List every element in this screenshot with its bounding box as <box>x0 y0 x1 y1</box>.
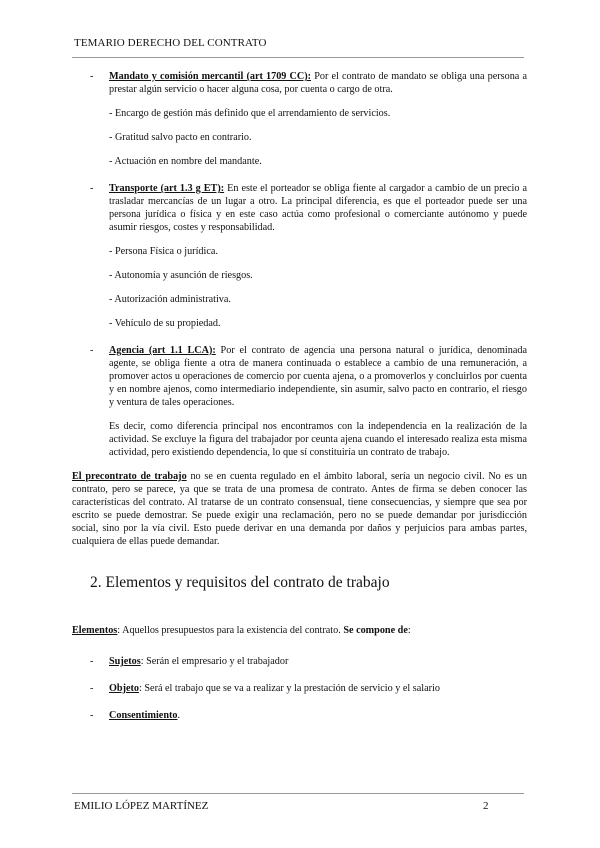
list-item-text: . <box>177 710 181 721</box>
document-body <box>72 70 527 722</box>
list-item <box>72 682 527 695</box>
bullet-dash: - <box>90 683 94 694</box>
footer-divider <box>72 793 524 794</box>
elementos-text: : Aquellos presupuestos para la existencia del contrato. <box>117 625 344 636</box>
list-item <box>72 655 527 668</box>
mandato-subitem: - Actuación en nombre del mandante. <box>109 156 262 167</box>
bullet-dash: - <box>90 710 94 721</box>
agencia-text: Por el contrato de agencia una persona natural o jurídica, denominada agente, se obliga fiente a otra de manera continuada o establece a cambio de una remuneración, a promover actos u operaciones de comercio por cuenta ajena, o a promoverlos y concluirlos por cuenta y en nombre ajenos, como intermediario independiente, sin asumir, salvo pacto en contrario, el riesgo y ventura de tales operaciones. <box>109 345 527 408</box>
transporte-paragraph <box>109 182 527 234</box>
bullet-dash: - <box>90 71 94 82</box>
list-item-term: Objeto <box>109 683 139 694</box>
page-number: 2 <box>483 800 489 812</box>
list-item-text: : Será el trabajo que se va a realizar y la prestación de servicio y el salario <box>139 683 440 694</box>
transporte-subitem: - Autorización administrativa. <box>109 294 231 305</box>
transporte-text: En este el porteador se obliga fiente al cargador a cambio de un precio a trasladar mercancías de un lugar a otro. La principal diferencia, es que el porteador puede ser una persona jurídica o física y en este caso actúa como profesional o comerciante autónomo y puede asumir riesgos, costes y responsabilidad. <box>109 183 527 233</box>
agencia-paragraph <box>109 344 527 409</box>
mandato-subitem: - Gratitud salvo pacto en contrario. <box>109 132 252 143</box>
list-item-term: Consentimiento <box>109 710 178 721</box>
section-heading: 2. Elementos y requisitos del contrato de trabajo <box>90 574 390 591</box>
transporte-subitem: - Autonomía y asunción de riesgos. <box>109 270 253 281</box>
header-title: TEMARIO DERECHO DEL CONTRATO <box>74 37 267 49</box>
transporte-term: Transporte (art 1.3 g ET): <box>109 183 225 194</box>
elementos-paragraph <box>72 624 527 637</box>
bullet-dash: - <box>90 656 94 667</box>
agencia-term: Agencia (art 1.1 LCA): <box>109 345 216 356</box>
mandato-term: Mandato y comisión mercantil (art 1709 CC): <box>109 71 312 82</box>
elementos-term: Elementos <box>72 625 118 636</box>
list-item <box>72 709 527 722</box>
mandato-text: Por el contrato de mandato se obliga una persona a prestar algún servicio o hacer alguna cosa, por cuenta o cargo de otra. <box>109 71 527 95</box>
precontrato-paragraph <box>72 470 527 548</box>
mandato-subitem: - Encargo de gestión más definido que el arrendamiento de servicios. <box>109 108 391 119</box>
precontrato-text: no se en cuenta regulado en el ámbito laboral, sería un negocio civil. No es un contrato, pero se parece, ya que se trata de una promesa de contrato. Antes de firma se deben conocer las características del contrato. Al tratarse de un contrato consensual, tiene consecuencias, y siempre que sea por escrito se puede demostrar. Se puede exigir una reclamación, pero no se puede demandar por jurisdicción social, sino por la vía civil. Esto puede derivar en una demanda por daños y perjuicios para ambas partes, cualquiera de ellas puede demandar. <box>72 471 527 547</box>
header-divider <box>72 57 524 58</box>
bullet-dash: - <box>90 345 94 356</box>
transporte-subitem: - Vehículo de su propiedad. <box>109 318 221 329</box>
elementos-compone: Se compone de <box>343 625 408 636</box>
list-item-term: Sujetos <box>109 656 141 667</box>
transporte-subitem: - Persona Física o jurídica. <box>109 246 218 257</box>
precontrato-term: El precontrato de trabajo <box>72 471 187 482</box>
list-item-text: : Serán el empresario y el trabajador <box>140 656 289 667</box>
agencia-item <box>72 344 527 409</box>
mandato-paragraph <box>109 70 527 96</box>
mandato-item <box>72 70 527 96</box>
bullet-dash: - <box>90 183 94 194</box>
transporte-item <box>72 182 527 234</box>
footer-author: EMILIO LÓPEZ MARTÍNEZ <box>74 800 209 812</box>
elementos-colon: : <box>407 625 411 636</box>
agencia-extra-paragraph: Es decir, como diferencia principal nos encontramos con la independencia en la realización de la actividad. Se excluye la figura del trabajador por ceunta ajena cuando el interesado realiza esta misma actividad, pero existiendo dependencia, lo que sí constituiría un contrato de trabajo. <box>109 421 527 458</box>
